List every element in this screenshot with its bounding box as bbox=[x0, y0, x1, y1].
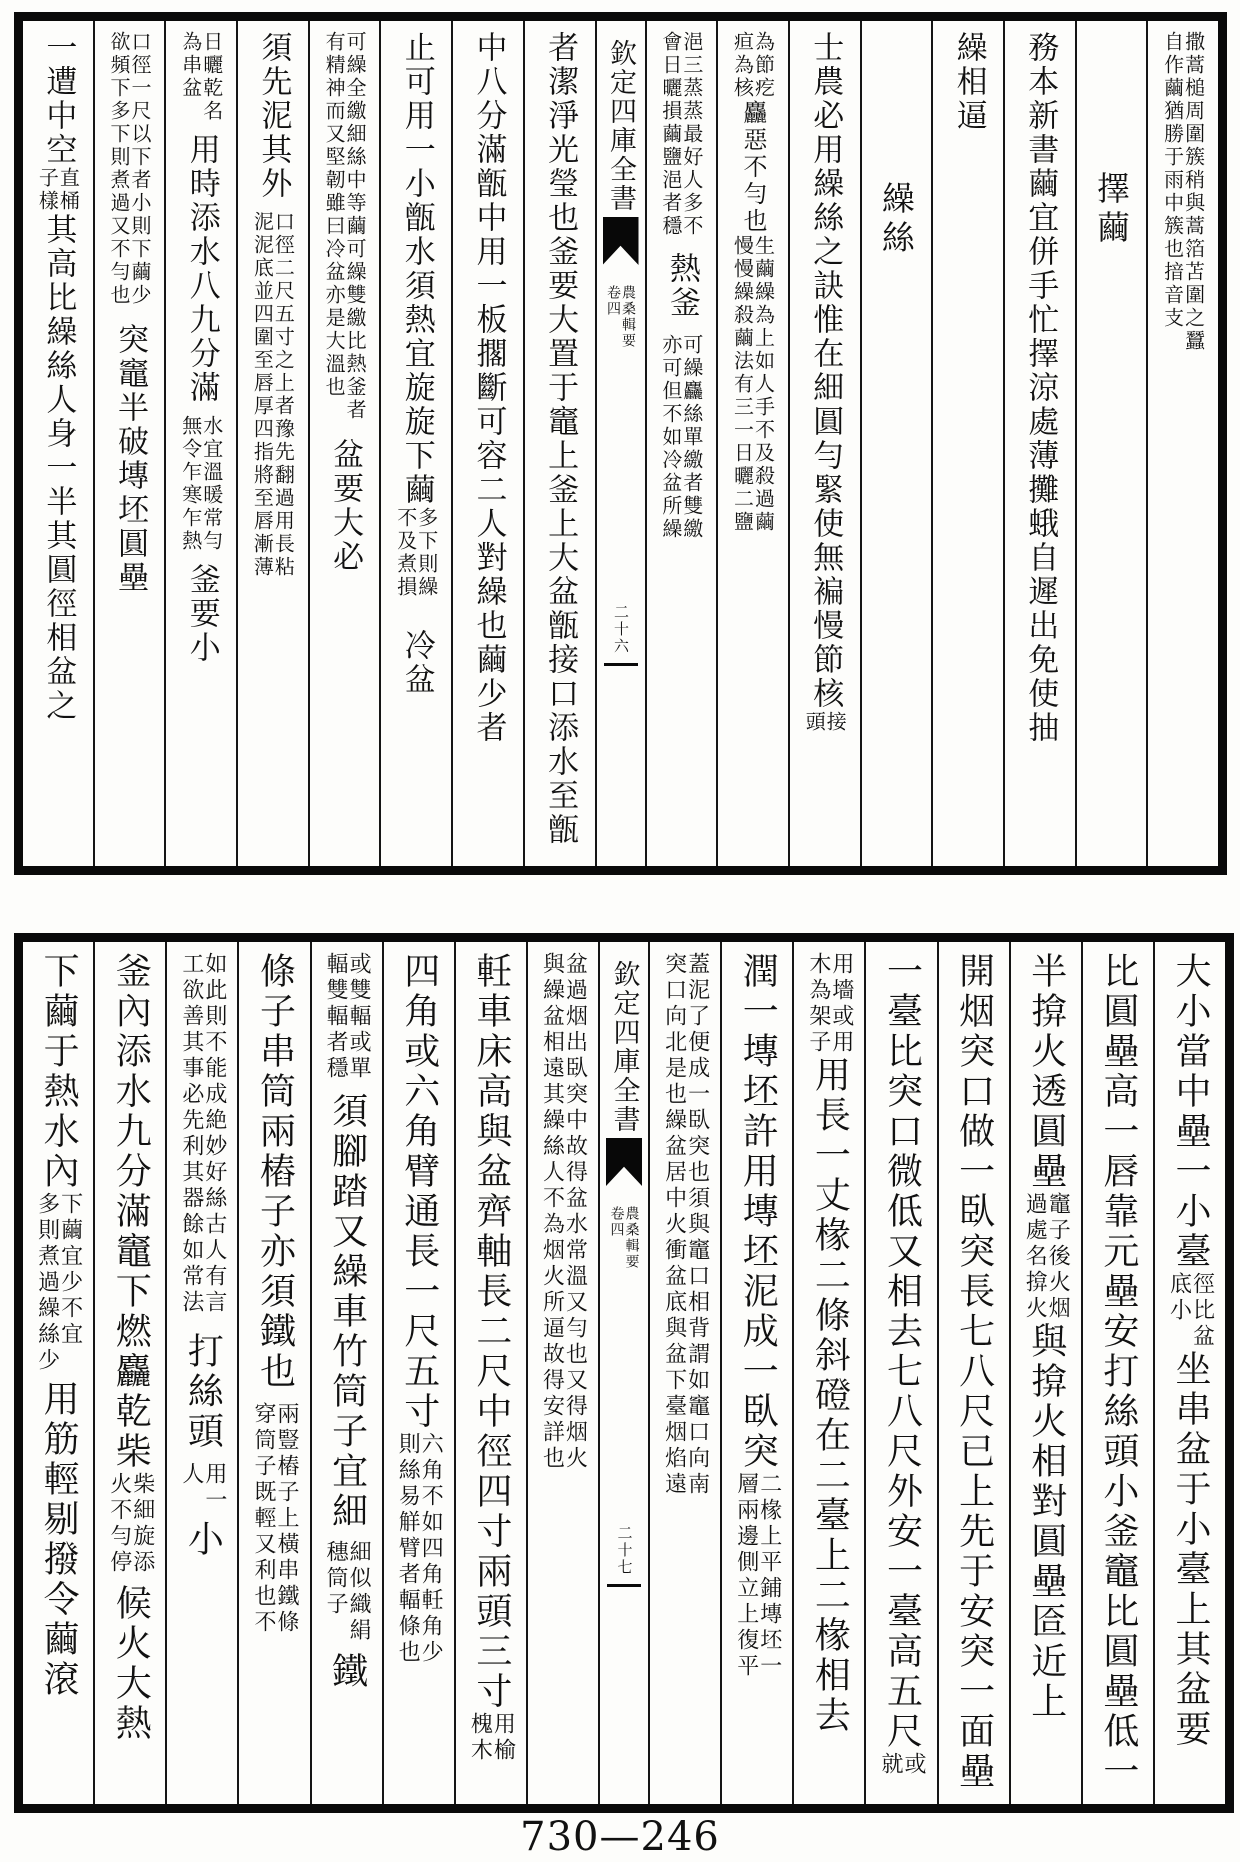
text-run: 鐵 bbox=[326, 1652, 368, 1692]
annotation-right: 蓋泥了便成一臥突也須與竈口相背謂如竈口向南 bbox=[684, 952, 710, 1498]
annotation-right: 口徑一尺以下者小則下繭少 bbox=[128, 31, 153, 307]
annotation-left: 多則煮過繰絲少 bbox=[34, 1192, 60, 1374]
text-column bbox=[165, 942, 237, 1804]
annotation-right: 二椽上平鋪塼坯一 bbox=[756, 1472, 782, 1680]
annotation-right: 盆過烟出臥突中故得盆水常溫又勻也又得烟火 bbox=[562, 952, 588, 1472]
annotation-pair bbox=[467, 1712, 516, 1764]
folio-number: 二十七 bbox=[615, 1525, 634, 1576]
book-title: 農桑輯要 bbox=[623, 1206, 640, 1270]
annotation-left: 層兩邊側立上復平 bbox=[733, 1472, 759, 1680]
annotation-left: 子樣 bbox=[35, 167, 60, 213]
text-run: 務本新書繭宜併手忙擇涼處薄攤蛾自遲出免使抽 bbox=[1022, 31, 1059, 745]
annotation-left: 為串盆 bbox=[178, 31, 203, 100]
text-column bbox=[164, 21, 236, 866]
text-run: 者潔淨光瑩也釜要大置于竈上釜上大盆甑接口添水至甑 bbox=[542, 31, 579, 847]
annotation-right: 柴細旋添 bbox=[129, 1472, 155, 1576]
page-number: 730—246 bbox=[520, 1814, 720, 1860]
text-column bbox=[1146, 21, 1218, 866]
annotation-pair bbox=[35, 167, 81, 213]
text-run: 釜內添水九分滿竈下燃麤乾柴 bbox=[110, 952, 152, 1472]
annotation-left: 就 bbox=[877, 1752, 903, 1778]
annotation-left: 慢慢繰殺繭法有三一日曬二鹽 bbox=[730, 235, 755, 534]
annotation-left: 欲頻下多下則煮過又不勻也 bbox=[107, 31, 132, 307]
annotation-pair bbox=[250, 211, 296, 579]
annotation-pair bbox=[107, 31, 153, 307]
fishtail-icon bbox=[603, 217, 639, 265]
text-column bbox=[310, 942, 382, 1804]
text-run: 突竈半破塼坯圓壘 bbox=[112, 323, 149, 595]
text-run: 與揜火相對圓壘匼近上 bbox=[1025, 1322, 1067, 1722]
text-run: 須腳踏又繰車竹筒子宜細 bbox=[326, 1092, 368, 1532]
text-column bbox=[595, 21, 645, 866]
annotation-left: 穿筒子既輕又利也不 bbox=[250, 1402, 276, 1636]
annotation-left: 人 bbox=[178, 1462, 204, 1488]
text-column bbox=[931, 21, 1003, 866]
text-run: 須先泥其外 bbox=[255, 31, 292, 201]
center-rule bbox=[607, 1584, 641, 1587]
text-column bbox=[598, 942, 648, 1804]
text-run: 其高比繰絲人身一半其圓徑相盆之 bbox=[40, 213, 77, 723]
text-run: 用筋輕剔撥令繭滾 bbox=[38, 1380, 80, 1700]
text-column bbox=[864, 942, 936, 1804]
annotation-right: 浥三蒸蒸最好人多不 bbox=[679, 31, 704, 238]
text-run: 比圓壘高一唇靠元壘安打絲頭小釜竈比圓壘低一 bbox=[1097, 952, 1139, 1792]
text-column bbox=[93, 21, 165, 866]
annotation-pair bbox=[252, 1402, 297, 1636]
text-run: 軠車床高與盆齊軸長二尺中徑四寸兩頭三寸 bbox=[470, 952, 512, 1712]
text-column bbox=[1081, 942, 1153, 1804]
text-run: 止可用一小甑水須熱宜旋旋下繭 bbox=[398, 31, 435, 507]
annotation-pair bbox=[1166, 1272, 1215, 1350]
text-run: 四角或六角臂通長一尺五寸 bbox=[398, 952, 440, 1432]
text-column bbox=[454, 942, 526, 1804]
text-run: 中八分滿甑中用一板擱斷可容二人對繰也繭少者 bbox=[470, 31, 507, 745]
text-run: 潤一塼坯許用塼坯泥成一臥突 bbox=[737, 952, 779, 1472]
annotation-pair bbox=[323, 1540, 372, 1644]
annotation-single: 麤惡不勻也 bbox=[739, 100, 768, 235]
annotation-pair bbox=[36, 1192, 81, 1374]
text-run: 下繭于熱水內 bbox=[38, 952, 80, 1192]
section-header: 繰絲 bbox=[876, 181, 916, 259]
juan-label: 卷四 bbox=[605, 285, 621, 317]
annotation-pair bbox=[663, 952, 708, 1498]
text-column bbox=[23, 21, 93, 866]
annotation-pair bbox=[539, 952, 588, 1472]
annotation-left: 木為架子 bbox=[805, 952, 831, 1056]
annotation-right: 為節疙 bbox=[751, 31, 776, 100]
annotation-pair bbox=[322, 31, 368, 422]
annotation-right: 用墻或用 bbox=[828, 952, 854, 1056]
text-run: 繰相逼 bbox=[950, 31, 987, 133]
annotation-left: 不及煮損 bbox=[393, 507, 418, 599]
text-column bbox=[236, 21, 308, 866]
text-run: 士農必用繰絲之訣惟在細圓勻緊使無褊慢節核 bbox=[807, 31, 844, 711]
annotation-right: 下繭宜少不宜 bbox=[57, 1192, 83, 1348]
text-run: 盆要大必 bbox=[327, 438, 364, 574]
annotation-right: 用榆 bbox=[490, 1712, 516, 1764]
annotation-pair bbox=[1022, 1192, 1071, 1322]
juan-label: 卷四 bbox=[608, 1206, 625, 1238]
annotation-pair bbox=[178, 415, 224, 553]
annotation-left: 泥泥底並四圍至唇厚四指將至唇漸薄 bbox=[250, 211, 275, 579]
text-column bbox=[937, 942, 1009, 1804]
text-run: 小 bbox=[182, 1520, 224, 1560]
annotation-left: 有精神而又堅韌雖曰冷盆亦是大溫也 bbox=[322, 31, 347, 399]
annotation-right: 或 bbox=[900, 1752, 926, 1778]
text-column bbox=[716, 21, 788, 866]
text-column bbox=[526, 942, 598, 1804]
text-column bbox=[451, 21, 523, 866]
annotation-pair bbox=[658, 31, 704, 238]
text-run: 一遭中空 bbox=[40, 31, 77, 167]
text-run: 打絲頭 bbox=[182, 1332, 224, 1452]
center-rule bbox=[604, 663, 638, 666]
text-run: 條子串筒兩樁子亦須鐵也 bbox=[254, 952, 296, 1392]
text-column bbox=[308, 21, 380, 866]
annotation-left: 疸為核 bbox=[730, 31, 755, 100]
annotation-right: 或雙輻或單 bbox=[346, 952, 372, 1082]
annotation-pair bbox=[807, 952, 852, 1056]
annotation-right: 用一 bbox=[201, 1462, 227, 1514]
text-run: 開烟突口做一臥突長七八尺已上先于安突一面壘 bbox=[953, 952, 995, 1792]
annotation-pair bbox=[323, 952, 372, 1082]
page-block-top bbox=[14, 12, 1227, 875]
annotation-left: 則絲易觧臂者輻條也 bbox=[395, 1432, 421, 1666]
annotation-left: 底小 bbox=[1166, 1272, 1192, 1324]
annotation-right: 六角不如四角軠角少 bbox=[418, 1432, 444, 1666]
text-column bbox=[382, 942, 454, 1804]
text-column bbox=[720, 942, 792, 1804]
annotation-right: 口徑二尺五寸之上者豫先翻過用長粘 bbox=[271, 211, 296, 579]
text-column bbox=[860, 21, 932, 866]
annotation-right: 直桶 bbox=[56, 167, 81, 213]
annotation-pair bbox=[730, 31, 776, 100]
text-column bbox=[523, 21, 595, 866]
annotation-pair bbox=[879, 1752, 924, 1778]
text-run: 候火大熱 bbox=[110, 1584, 152, 1744]
annotation-left: 穗筒子 bbox=[323, 1540, 349, 1618]
annotation-left: 與繰盆相遠其繰絲人不為烟火所逼故得安詳也 bbox=[539, 952, 565, 1472]
fishtail-icon bbox=[606, 1138, 642, 1186]
annotation-pair bbox=[735, 1472, 780, 1680]
text-column bbox=[645, 21, 717, 866]
annotation-left: 會日曬損繭鹽浥者穩 bbox=[658, 31, 683, 238]
annotation-pair bbox=[180, 1462, 225, 1514]
banner-title: 欽定四庫全書 bbox=[605, 39, 636, 213]
annotation-right: 細似織絹 bbox=[346, 1540, 372, 1644]
text-column bbox=[23, 942, 93, 1804]
annotation-pair bbox=[393, 507, 439, 599]
annotation-right: 日曬乾名 bbox=[199, 31, 224, 123]
text-column bbox=[379, 21, 451, 866]
text-column bbox=[1153, 942, 1225, 1804]
text-run: 用時添水八九分滿 bbox=[183, 133, 220, 405]
text-column bbox=[1009, 942, 1081, 1804]
annotation-left: 輻雙輻者穩 bbox=[323, 952, 349, 1082]
annotation-right: 兩豎樁子上橫串鐵條 bbox=[273, 1402, 299, 1636]
annotation-left: 頭 bbox=[802, 711, 827, 734]
text-run: 大小當中壘一小臺 bbox=[1169, 952, 1211, 1272]
annotation-right: 可繰麤絲單繳者雙繳 bbox=[679, 334, 704, 541]
banner-title: 欽定四庫全書 bbox=[608, 960, 640, 1134]
annotation-right: 接 bbox=[823, 711, 848, 734]
annotation-right: 多下則繰 bbox=[414, 507, 439, 599]
text-column bbox=[792, 942, 864, 1804]
annotation-left: 亦可但不如冷盆所繰 bbox=[658, 334, 683, 541]
text-run: 釜要小 bbox=[183, 563, 220, 665]
text-run: 一臺比突口微低又相去七八尺外安一臺高五尺 bbox=[881, 952, 923, 1752]
annotation-right: 竈子後火烟 bbox=[1045, 1192, 1071, 1322]
annotation-pair bbox=[108, 1472, 153, 1576]
annotation-right: 可繰全繳細絲中等繭可繰雙繳比熱釜者 bbox=[343, 31, 368, 422]
text-column bbox=[1003, 21, 1075, 866]
annotation-left: 工欲善其事必先利其器餘如常法 bbox=[178, 952, 204, 1316]
annotation-pair bbox=[178, 31, 224, 123]
page-block-bottom bbox=[14, 933, 1234, 1813]
text-run: 坐串盆于小臺上其盆要 bbox=[1169, 1350, 1211, 1750]
annotation-pair bbox=[395, 1432, 444, 1666]
text-run: 半揜火透圓壘 bbox=[1025, 952, 1067, 1192]
book-title-pair bbox=[610, 1206, 639, 1270]
book-title-pair bbox=[606, 285, 635, 349]
text-column bbox=[1075, 21, 1147, 866]
annotation-right: 生繭繰為上如人手不及殺過繭 bbox=[751, 235, 776, 534]
annotation-left: 無令乍寒乍熱 bbox=[178, 415, 203, 553]
annotation-left: 槐木 bbox=[467, 1712, 493, 1764]
annotation-pair bbox=[802, 711, 848, 734]
annotation-left: 過處名揜火 bbox=[1022, 1192, 1048, 1322]
text-column bbox=[237, 942, 309, 1804]
annotation-pair bbox=[180, 952, 225, 1316]
text-column bbox=[93, 942, 165, 1804]
section-header: 擇繭 bbox=[1091, 171, 1131, 249]
annotation-right: 水宜溫暖常勻 bbox=[199, 415, 224, 553]
annotation-right: 徑比盆 bbox=[1189, 1272, 1215, 1350]
text-run: 熱釜 bbox=[663, 252, 700, 320]
annotation-left: 火不勻停 bbox=[106, 1472, 132, 1576]
text-run: 冷盆 bbox=[398, 629, 435, 697]
annotation-pair bbox=[658, 334, 704, 541]
text-run: 用長一丈椽二條斜磴在二臺上二椽相去 bbox=[809, 1056, 851, 1736]
text-column bbox=[648, 942, 720, 1804]
annotation-right: 撒蒿槌周圍簇稍與蒿箔苫圍之蠶 bbox=[1181, 31, 1206, 353]
text-column bbox=[788, 21, 860, 866]
annotation-pair bbox=[730, 235, 776, 534]
annotation-left: 突口向北是也繰盆居中火衝盆底與盆下臺烟焰遠 bbox=[661, 952, 687, 1498]
annotation-pair bbox=[1160, 31, 1206, 353]
book-title: 農桑輯要 bbox=[620, 285, 636, 349]
annotation-right: 如此則不能成絶妙好絲古人有言 bbox=[201, 952, 227, 1316]
folio-number: 二十六 bbox=[612, 604, 630, 655]
annotation-left: 自作繭猶勝于雨中簇也揞音支 bbox=[1160, 31, 1185, 330]
